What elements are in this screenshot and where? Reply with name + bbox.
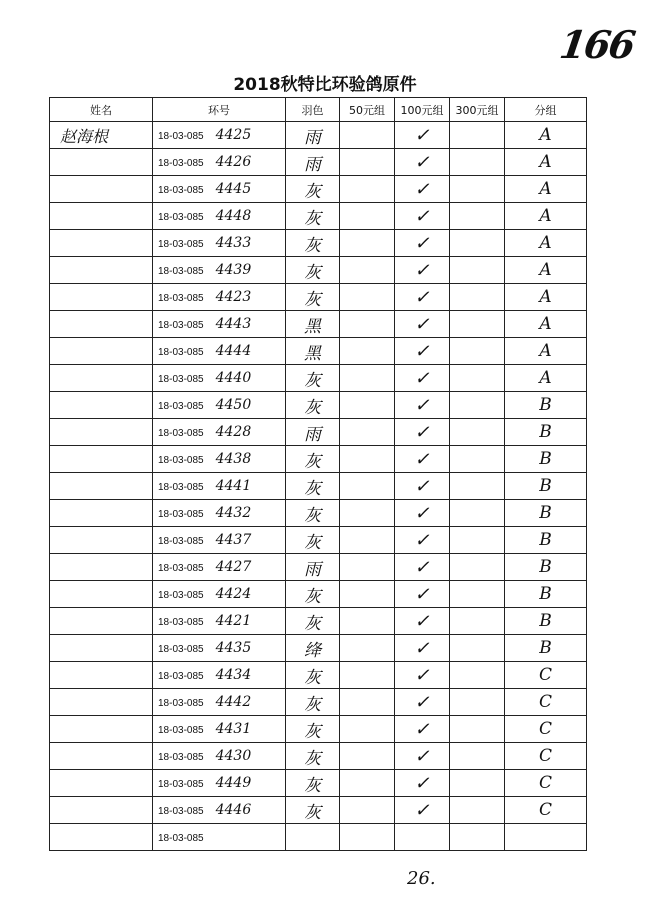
ring-number-cell <box>153 149 286 176</box>
ring-prefix: 18-03-085 <box>158 806 204 817</box>
group-50-cell <box>340 311 395 338</box>
feather-color-cell: 黑 <box>286 311 340 338</box>
division-cell: B <box>505 581 587 608</box>
group-300-cell <box>450 338 505 365</box>
ring-prefix: 18-03-085 <box>158 455 204 466</box>
feather-color-cell: 灰 <box>286 365 340 392</box>
ring-number-cell <box>153 338 286 365</box>
page-number: 166 <box>556 22 637 67</box>
owner-name-cell <box>50 770 153 797</box>
ring-handwritten-number: 4425 <box>215 127 252 143</box>
division-cell: A <box>505 203 587 230</box>
owner-name-cell <box>50 635 153 662</box>
ring-handwritten-number: 4426 <box>215 154 252 170</box>
feather-color-cell: 灰 <box>286 662 340 689</box>
table-row <box>50 581 587 608</box>
ring-prefix: 18-03-085 <box>158 779 204 790</box>
group-100-check-cell: ✓ <box>395 149 450 176</box>
group-300-cell <box>450 824 505 851</box>
group-300-cell <box>450 635 505 662</box>
ring-prefix: 18-03-085 <box>158 617 204 628</box>
ring-prefix: 18-03-085 <box>158 428 204 439</box>
ring-handwritten-number: 4449 <box>215 775 252 791</box>
owner-name-cell <box>50 689 153 716</box>
group-100-check-cell: ✓ <box>395 716 450 743</box>
ring-prefix: 18-03-085 <box>158 644 204 655</box>
feather-color-cell: 雨 <box>286 554 340 581</box>
group-300-cell <box>450 500 505 527</box>
group-50-cell <box>340 446 395 473</box>
group-100-check-cell: ✓ <box>395 284 450 311</box>
ring-number-cell <box>153 581 286 608</box>
group-100-check-cell: ✓ <box>395 311 450 338</box>
ring-number-cell <box>153 122 286 149</box>
division-cell: A <box>505 257 587 284</box>
group-50-cell <box>340 419 395 446</box>
group-300-cell <box>450 122 505 149</box>
group-100-check-cell: ✓ <box>395 365 450 392</box>
table-row <box>50 662 587 689</box>
group-100-check-cell: ✓ <box>395 257 450 284</box>
table-row <box>50 203 587 230</box>
group-50-cell <box>340 500 395 527</box>
feather-color-cell: 灰 <box>286 581 340 608</box>
ring-handwritten-number: 4440 <box>215 370 252 386</box>
ring-handwritten-number: 4428 <box>215 424 252 440</box>
ring-handwritten-number: 4434 <box>215 667 252 683</box>
feather-color-cell: 灰 <box>286 689 340 716</box>
group-100-check-cell: ✓ <box>395 689 450 716</box>
group-300-cell <box>450 797 505 824</box>
group-300-cell <box>450 581 505 608</box>
group-100-check-cell: ✓ <box>395 446 450 473</box>
table-row <box>50 149 587 176</box>
ring-handwritten-number: 4446 <box>215 802 252 818</box>
group-300-cell <box>450 311 505 338</box>
table-row <box>50 500 587 527</box>
owner-name-cell <box>50 608 153 635</box>
group-300-cell <box>450 230 505 257</box>
group-300-cell <box>450 743 505 770</box>
header-group-100: 100元组 <box>395 98 450 122</box>
group-50-cell <box>340 554 395 581</box>
division-cell: B <box>505 419 587 446</box>
owner-name-cell <box>50 311 153 338</box>
table-row <box>50 230 587 257</box>
group-50-cell <box>340 716 395 743</box>
table-row <box>50 554 587 581</box>
group-100-check-cell: ✓ <box>395 770 450 797</box>
owner-name-cell <box>50 419 153 446</box>
feather-color-cell: 灰 <box>286 203 340 230</box>
group-50-cell <box>340 203 395 230</box>
group-100-check-cell: ✓ <box>395 635 450 662</box>
ring-prefix: 18-03-085 <box>158 563 204 574</box>
ring-prefix: 18-03-085 <box>158 590 204 601</box>
owner-name-cell <box>50 662 153 689</box>
table-body <box>50 122 587 851</box>
owner-name-cell <box>50 338 153 365</box>
owner-name-cell <box>50 365 153 392</box>
ring-number-cell <box>153 608 286 635</box>
header-division: 分组 <box>505 98 587 122</box>
group-300-cell <box>450 662 505 689</box>
ring-handwritten-number: 4450 <box>215 397 252 413</box>
division-cell: A <box>505 338 587 365</box>
division-cell: C <box>505 716 587 743</box>
ring-number-cell <box>153 527 286 554</box>
ring-number-cell <box>153 500 286 527</box>
ring-prefix: 18-03-085 <box>158 239 204 250</box>
table-row <box>50 797 587 824</box>
ring-handwritten-number: 4430 <box>215 748 252 764</box>
table-row <box>50 284 587 311</box>
group-100-check-cell: ✓ <box>395 554 450 581</box>
owner-name-cell <box>50 230 153 257</box>
division-cell: A <box>505 311 587 338</box>
division-cell: C <box>505 743 587 770</box>
group-300-cell <box>450 527 505 554</box>
group-300-cell <box>450 284 505 311</box>
group-300-cell <box>450 392 505 419</box>
division-cell: B <box>505 473 587 500</box>
group-100-check-cell: ✓ <box>395 743 450 770</box>
owner-name-cell <box>50 149 153 176</box>
division-cell: B <box>505 500 587 527</box>
table-row <box>50 473 587 500</box>
ring-number-cell <box>153 419 286 446</box>
owner-name-cell <box>50 797 153 824</box>
document-title: 2018秋特比环验鸽原件 <box>233 75 417 95</box>
feather-color-cell: 灰 <box>286 230 340 257</box>
table-row <box>50 122 587 149</box>
group-50-cell <box>340 338 395 365</box>
ring-prefix: 18-03-085 <box>158 698 204 709</box>
group-100-check-cell: ✓ <box>395 122 450 149</box>
group-300-cell <box>450 608 505 635</box>
group-50-cell <box>340 284 395 311</box>
group-100-check-cell: ✓ <box>395 473 450 500</box>
group-50-cell <box>340 770 395 797</box>
group-300-cell <box>450 365 505 392</box>
group-100-check-cell: ✓ <box>395 608 450 635</box>
division-cell: A <box>505 284 587 311</box>
ring-number-cell <box>153 689 286 716</box>
ring-number-cell <box>153 743 286 770</box>
group-300-cell <box>450 176 505 203</box>
ring-prefix: 18-03-085 <box>158 509 204 520</box>
ring-number-cell <box>153 311 286 338</box>
feather-color-cell: 雨 <box>286 419 340 446</box>
feather-color-cell <box>286 824 340 851</box>
group-50-cell <box>340 608 395 635</box>
group-100-check-cell: ✓ <box>395 230 450 257</box>
group-50-cell <box>340 392 395 419</box>
table-row <box>50 365 587 392</box>
division-cell: A <box>505 122 587 149</box>
group-300-cell <box>450 203 505 230</box>
feather-color-cell: 黑 <box>286 338 340 365</box>
ring-number-cell <box>153 824 286 851</box>
feather-color-cell: 绛 <box>286 635 340 662</box>
ring-handwritten-number: 4448 <box>215 208 252 224</box>
ring-handwritten-number: 4421 <box>215 613 252 629</box>
group-300-cell <box>450 257 505 284</box>
feather-color-cell: 灰 <box>286 176 340 203</box>
table-row <box>50 419 587 446</box>
ring-handwritten-number: 4438 <box>215 451 252 467</box>
ring-number-cell <box>153 365 286 392</box>
ring-handwritten-number: 4423 <box>215 289 252 305</box>
ring-prefix: 18-03-085 <box>158 374 204 385</box>
group-50-cell <box>340 176 395 203</box>
ring-number-cell <box>153 176 286 203</box>
group-300-cell <box>450 770 505 797</box>
division-cell: A <box>505 230 587 257</box>
ring-prefix: 18-03-085 <box>158 320 204 331</box>
group-100-check-cell: ✓ <box>395 419 450 446</box>
ring-handwritten-number: 4445 <box>215 181 252 197</box>
ring-prefix: 18-03-085 <box>158 752 204 763</box>
table-row <box>50 608 587 635</box>
ring-prefix: 18-03-085 <box>158 266 204 277</box>
table-row <box>50 743 587 770</box>
division-cell: B <box>505 608 587 635</box>
ring-prefix: 18-03-085 <box>158 212 204 223</box>
ring-handwritten-number: 4444 <box>215 343 252 359</box>
group-100-check-cell <box>395 824 450 851</box>
ring-prefix: 18-03-085 <box>158 833 204 844</box>
ring-prefix: 18-03-085 <box>158 536 204 547</box>
group-300-cell <box>450 446 505 473</box>
group-50-cell <box>340 581 395 608</box>
group-100-check-cell: ✓ <box>395 662 450 689</box>
group-100-check-cell: ✓ <box>395 392 450 419</box>
group-50-cell <box>340 257 395 284</box>
division-cell: C <box>505 770 587 797</box>
owner-name-cell <box>50 203 153 230</box>
table-row <box>50 527 587 554</box>
feather-color-cell: 灰 <box>286 446 340 473</box>
owner-name-cell <box>50 554 153 581</box>
ring-prefix: 18-03-085 <box>158 671 204 682</box>
header-row <box>50 98 587 122</box>
ring-handwritten-number: 4431 <box>215 721 252 737</box>
feather-color-cell: 灰 <box>286 392 340 419</box>
group-50-cell <box>340 797 395 824</box>
ring-prefix: 18-03-085 <box>158 347 204 358</box>
feather-color-cell: 灰 <box>286 797 340 824</box>
ring-handwritten-number: 4443 <box>215 316 252 332</box>
group-100-check-cell: ✓ <box>395 338 450 365</box>
group-100-check-cell: ✓ <box>395 581 450 608</box>
feather-color-cell: 雨 <box>286 149 340 176</box>
owner-name-cell <box>50 824 153 851</box>
owner-name-cell <box>50 500 153 527</box>
table-row <box>50 257 587 284</box>
group-300-cell <box>450 419 505 446</box>
group-50-cell <box>340 662 395 689</box>
group-50-cell <box>340 824 395 851</box>
division-cell: B <box>505 392 587 419</box>
division-cell: C <box>505 689 587 716</box>
group-300-cell <box>450 716 505 743</box>
table-row <box>50 446 587 473</box>
group-50-cell <box>340 689 395 716</box>
group-50-cell <box>340 365 395 392</box>
feather-color-cell: 灰 <box>286 743 340 770</box>
group-50-cell <box>340 635 395 662</box>
header-ring-number: 环号 <box>153 98 286 122</box>
group-100-check-cell: ✓ <box>395 527 450 554</box>
ring-handwritten-number: 4442 <box>215 694 252 710</box>
ring-number-cell <box>153 797 286 824</box>
owner-name-cell <box>50 446 153 473</box>
ring-prefix: 18-03-085 <box>158 293 204 304</box>
table-row <box>50 824 587 851</box>
owner-name-cell <box>50 284 153 311</box>
ring-number-cell <box>153 284 286 311</box>
ring-number-cell <box>153 446 286 473</box>
owner-name-cell <box>50 257 153 284</box>
ring-handwritten-number: 4439 <box>215 262 252 278</box>
division-cell: A <box>505 149 587 176</box>
group-50-cell <box>340 230 395 257</box>
feather-color-cell: 灰 <box>286 257 340 284</box>
division-cell: B <box>505 554 587 581</box>
table-row <box>50 689 587 716</box>
ring-handwritten-number: 4424 <box>215 586 252 602</box>
table-row <box>50 716 587 743</box>
feather-color-cell: 灰 <box>286 473 340 500</box>
feather-color-cell: 雨 <box>286 122 340 149</box>
division-cell: A <box>505 176 587 203</box>
ring-handwritten-number: 4432 <box>215 505 252 521</box>
ring-number-cell <box>153 203 286 230</box>
division-cell: B <box>505 446 587 473</box>
owner-name-cell <box>50 743 153 770</box>
feather-color-cell: 灰 <box>286 716 340 743</box>
ring-prefix: 18-03-085 <box>158 131 204 142</box>
group-100-check-cell: ✓ <box>395 500 450 527</box>
group-100-check-cell: ✓ <box>395 797 450 824</box>
division-cell: A <box>505 365 587 392</box>
owner-name-cell <box>50 581 153 608</box>
owner-name-cell <box>50 473 153 500</box>
group-300-cell <box>450 554 505 581</box>
feather-color-cell: 灰 <box>286 284 340 311</box>
ring-prefix: 18-03-085 <box>158 158 204 169</box>
table-row <box>50 770 587 797</box>
feather-color-cell: 灰 <box>286 770 340 797</box>
ring-handwritten-number: 4437 <box>215 532 252 548</box>
ring-handwritten-number: 4435 <box>215 640 252 656</box>
owner-name-cell <box>50 392 153 419</box>
division-cell: C <box>505 797 587 824</box>
header-name: 姓名 <box>50 98 153 122</box>
owner-name-cell: 赵海根 <box>50 122 153 149</box>
table-row <box>50 311 587 338</box>
group-50-cell <box>340 122 395 149</box>
group-50-cell <box>340 473 395 500</box>
table-row <box>50 635 587 662</box>
ring-handwritten-number: 4433 <box>215 235 252 251</box>
header-feather-color: 羽色 <box>286 98 340 122</box>
table-row <box>50 392 587 419</box>
ring-number-cell <box>153 230 286 257</box>
ring-number-cell <box>153 716 286 743</box>
owner-name-cell <box>50 716 153 743</box>
division-cell: C <box>505 662 587 689</box>
division-cell: B <box>505 635 587 662</box>
pigeon-record-table <box>49 97 587 851</box>
ring-prefix: 18-03-085 <box>158 185 204 196</box>
feather-color-cell: 灰 <box>286 500 340 527</box>
feather-color-cell: 灰 <box>286 608 340 635</box>
ring-number-cell <box>153 770 286 797</box>
group-50-cell <box>340 149 395 176</box>
ring-number-cell <box>153 473 286 500</box>
owner-name-cell <box>50 176 153 203</box>
group-300-cell <box>450 149 505 176</box>
group-100-check-cell: ✓ <box>395 176 450 203</box>
header-group-300: 300元组 <box>450 98 505 122</box>
header-group-50: 50元组 <box>340 98 395 122</box>
ring-handwritten-number: 4427 <box>215 559 252 575</box>
group-300-cell <box>450 473 505 500</box>
ring-number-cell <box>153 635 286 662</box>
table-row <box>50 338 587 365</box>
ring-prefix: 18-03-085 <box>158 725 204 736</box>
ring-number-cell <box>153 392 286 419</box>
division-cell: B <box>505 527 587 554</box>
ring-number-cell <box>153 554 286 581</box>
ring-handwritten-number: 4441 <box>215 478 252 494</box>
group-300-cell <box>450 689 505 716</box>
ring-number-cell <box>153 257 286 284</box>
ring-prefix: 18-03-085 <box>158 401 204 412</box>
ring-prefix: 18-03-085 <box>158 482 204 493</box>
feather-color-cell: 灰 <box>286 527 340 554</box>
table-row <box>50 176 587 203</box>
group-50-cell <box>340 527 395 554</box>
group-100-check-cell: ✓ <box>395 203 450 230</box>
owner-name-cell <box>50 527 153 554</box>
footer-mark: 26. <box>407 868 436 889</box>
ring-number-cell <box>153 662 286 689</box>
group-50-cell <box>340 743 395 770</box>
division-cell <box>505 824 587 851</box>
